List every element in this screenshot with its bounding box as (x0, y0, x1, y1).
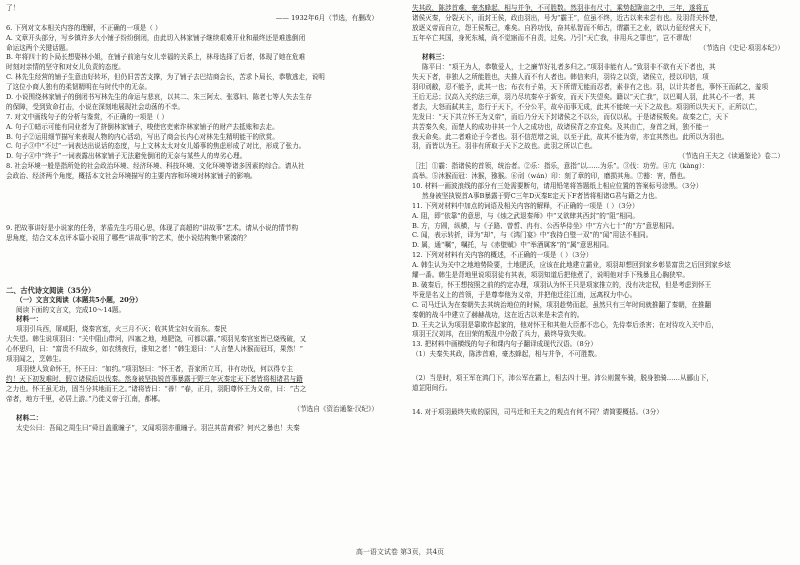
material-2-line: 五年卒亡其国，身死东城，尚不觉寤而不自责，过矣。乃引“天亡我，非用兵之罪也”，岂不谬哉！ (412, 33, 696, 42)
left-column (6, 4, 386, 434)
material-1-line-wavy: 约！天下初发难时，假立诸侯后以伐秦。然身被坚执锐首事暴露于野三年灭秦定天下者皆将相诸君与籍 (6, 374, 303, 383)
notes-line2: 高举。⑤沐猴而冠：沐猴，猕猴。⑥刓（wán）印：刻了章的印，磨损其角。⑦豁：害，僭也。 (412, 172, 690, 181)
material-3-line: 者去，大怒而弑其主，恣行于天下，不分公平，故卒而事无成，此其不能统一天下之故也。项羽所以失天下，正所以亡， (412, 102, 762, 111)
q8-line1: 8. 社会环境一般是指所处的社会政治环境、经济环境、科技环境、文化环境等诸多因素的综合。请从社 (6, 162, 305, 171)
q10-line1: 10. 材料一画波浪线的部分有三处需要断句，请用铅笔将答题纸上相应位置的答案标号涂黑。（3分） (412, 182, 703, 191)
material-3-line: 羽，而皆以为王。羽非有所取于天下之故也。此羽之所以亡也。 (412, 142, 597, 151)
q12-option-c-line2: 秦朝的战斗中建立了赫赫战功，这在近古以来是未尝有的。 (412, 310, 584, 319)
material-3-line: 先发曰：“天下共立怀王为义帝”，而后乃分天下封诸侯之不以公，而仅以私，于是诸侯叛矣。故秦之亡，天下 (412, 112, 729, 121)
material-2-line: 诸侯灭秦，分裂天下，而封王侯，政由羽出，号为“霸王”，位虽不终，近古以来未尝有也。及羽背关怀楚， (412, 13, 723, 22)
q7-option-b: B. 句子②运用细节描写来表现人物的内心活动，写出了商会长内心对林先生精明能干的欣赏。 (6, 132, 279, 141)
material-2-title: 材料二： (16, 414, 43, 423)
q7-option-c: C. 句子③中“不过”一词表达出说话的态度，与上文林太太对女儿婚事的焦虑形成了对比，形成了张力。 (6, 142, 306, 151)
material-1-line: 帝者，地方千里，必居上游。”乃徙义帝于江南，都郴。 (6, 394, 165, 403)
q13-answer-space-1 (412, 360, 792, 374)
material-3-title: 材料三： (422, 53, 449, 62)
q6-option-d-line1: D. 小说围绕林家铺子的倒闭书写林先生的命运与悲哀，以其二、朱三阿太、张寡妇、陈老七等人失去生存 (6, 93, 312, 102)
right-column (412, 4, 792, 418)
q12-option-b-line1: B. 破秦后，怀王想按照之前的约定办理，项羽认为怀王只是项家推立的，没有决定权，但是考虑到怀王 (412, 280, 712, 289)
material-3-line: 陈平曰：“项王为人，恭敬爱人，士之廉节好礼者多归之。”项羽非能有人。”致羽非不欲有天下者也，其 (422, 63, 716, 72)
material-3-line: 王后无忌；汉高入关约法三章，羽乃尽坑秦卒于新安，而天下失望矣。籍以“天亡我”，以巴蜀人羽，此其心不一者，其 (412, 93, 756, 102)
q13-stem: 13. 把材料中画横线的句子和课内句子翻译成现代汉语。（8分） (412, 340, 597, 349)
material-1-title: 材料一： (16, 315, 43, 324)
material-1-line: 之力也。怀王虽无功，固当分其地而王之。”诸将皆曰：“善！”春，正月，羽阳尊怀王为义帝，曰：“古之 (6, 384, 307, 393)
q14-stem: 14. 对于项羽最终失败的原因，司马迁和王夫之的观点有何不同？请简要概括。（3分） (412, 407, 663, 416)
q8-answer-space (6, 182, 386, 224)
material-1-line: 项羽引兵西，屠咸阳，烧秦宫室，火三月不灭；收其货宝妇女而东。秦民 (16, 325, 227, 334)
q7-stem: 7. 对文中画线句子的分析与鉴赏，不正确的一项是（ ） (6, 112, 169, 121)
q13-answer-space-2 (412, 394, 792, 408)
q11-option-c: C. 闻，表示转折，译为“却”，与《鸿门宴》中“我持白璧一双”的“闻”用法不相同。 (412, 231, 653, 240)
q9-line1: 9. 把故事讲好是小说家的任务，茅盾先生巧用心思，体现了高超的“讲故事”艺术。请从小说的情节构 (6, 224, 299, 233)
material-3-line: 我天命矣。此二者难论于今者也。羽不信范增之说，以至于此，故其不能为帝，亦宜其然也。此所以为羽也。 (412, 132, 729, 141)
q6-option-a-line2: 命运这两个关键话题。 (6, 43, 72, 52)
q13-sentence-2-cont: 道芷阳间行。 (412, 383, 452, 392)
material-2-line: 太史公曰：吾闻之周生曰“舜目盖重瞳子”，又闻项羽亦重瞳子。羽岂其苗裔邪？何兴之暴也！夫秦 (16, 424, 300, 433)
material-3-line: 失天下者，非独人之所能胜也，夫推人而不有人者也。韩信来归，羽待之以资，诸侯立，授以印信，项 (412, 73, 709, 82)
q6-option-b-line1: B. 年将四十的卜局长想娶林小姐，在铺子前途与女儿幸福的关系上，林母选择了后者，体现了她在危难 (6, 53, 306, 62)
q7-option-a: A. 句子①暗示可能有同业者为了挤倒林家铺子，唆使官吏索诈林家铺子的财产去抵账和去走。 (6, 122, 279, 131)
q12-option-c-line1: C. 司马迁认为在秦朝失去其统治地位的时候，项羽趁势而起，虽然只有三年时间就推翻了秦朝，在推翻 (412, 300, 712, 309)
q9-line2: 思角度，结合文本点评本篇小说用了哪些“讲故事”的艺术，使小说结构集中紧凑的？ (6, 233, 251, 242)
q12-option-a-line1: A. 韩生认为关中之地地势险要，土地肥沃，应该在此地建立霸业，项羽却想回到家乡彰显富贵之后回到家乡炫 (412, 261, 731, 270)
q12-option-d-line1: D. 王夫之认为项羽是靠欺诈起家的，他对怀王和其他大臣都不忠心，先侍奉后杀害；在对待攻入关中后， (412, 320, 718, 329)
q12-stem: 12. 下列对材料有关内容的概述，不正确的一项是（ ）（3分） (412, 251, 593, 260)
material-1-line: 项羽闻之，烹韩生。 (6, 355, 66, 364)
material-2-line: 放逐义帝而自立，怨王侯叛己，难矣。自矜功伐，奋其私智而不师古，谓霸王之业，欲以力征经营天下， (412, 23, 716, 32)
q5-tail: 了！ (6, 4, 20, 12)
q6-option-c-line2: 了这位小商人独有的柔韧精明在与时代中的无奈。 (6, 83, 152, 92)
q6-option-b-line2: 时刻对亲情的坚守和对女儿负责的态度。 (6, 63, 125, 72)
q12-option-a-line2: 耀一番。韩生是背地里说项羽徒有其表，项羽知道后把他煮了，说明他对手下残暴且心胸狭窄。 (412, 271, 689, 280)
q12-option-d-line2: 项羽王汉刘邦，在田荣的叛乱中分散了兵力，最终导致失败。 (412, 330, 591, 339)
material-1-line: 项羽使人致命怀王，怀王曰：“如约。”项羽怒曰：“怀王者，吾家所立耳，非有功伐，何以得专主 (16, 364, 294, 373)
q11-stem: 11. 下列对材料中加点的词语及相关内容的解释，不正确的一项是（ ）（3分） (412, 201, 639, 210)
material-1-line: 大失望。韩生说项羽曰：“关中阻山带河，四塞之地，地肥饶，可都以霸。”项羽见秦宫室皆已烧残破，又 (6, 335, 307, 344)
material-1-source: （节选自《资治通鉴·汉纪》） (293, 404, 378, 413)
q11-option-d: D. 属，通“嘱”，嘱托，与《赤壁赋》中“举酒属客”的“属”意思相同。 (412, 241, 613, 250)
notes-line1: ［注］①霸：指诸侯的首领，统治者。②乐：指乐，意指“以……为乐”。③伐：功劳。④亢（kàng）： (412, 162, 709, 171)
q12-option-b-line2: 毕竟是名义上的首领，于是尊奉他为义帝，并把他迁往江南，远离权力中心。 (412, 290, 637, 299)
q11-option-b: B. 方，方圆，纵横，与《子路、曾皙、冉有、公西华侍坐》中“方六七十”的“方”意思相同。 (412, 221, 679, 230)
q9-answer-space (6, 244, 386, 286)
page-footer: 高一语文试卷 第3页，共4页 (355, 548, 445, 556)
material-2-source: （节选自《史记·项羽本纪》） (699, 43, 784, 52)
material-3-source: （节选自王夫之《读通鉴论》卷二） (678, 152, 784, 161)
material-3-line: 共苦秦久矣，而楚人的成功非其一个人之成功也，故诸侯背之亦宜矣。及其由亡，身首之间，独不能一 (412, 122, 709, 131)
q10-line2: 然身被坚执锐首A事B暴露于野C三年D灭秦E定天下F者皆将相诸G君与籍之力也。 (422, 191, 661, 200)
q13-sentence-1: （1）夫秦失其政，陈涉首难，豪杰蜂起，相与并争，不可胜数。 (412, 350, 601, 359)
material-1-line: 心怀思归，曰：“富贵不归故乡，如衣绣夜行，谁知之者！”韩生退曰：“人言楚人沐猴而冠耳，果然！” (6, 345, 304, 354)
q8-line2: 会政治、经济两个角度，概括本文社会环境描写的主要内容和环境对林家铺子的影响。 (6, 172, 257, 181)
q6-option-a-line1: A. 文章开头部分，写乡镇许多大小铺子纷纷倒闭，由此切入林家铺子继续艰难开业和最终还是难逃倒闭 (6, 33, 306, 42)
q13-sentence-2: （2）当是时，项王军在鸿门下，沛公军在霸上，相去四十里。沛公则置车骑，脱身独骑……从郦山下， (412, 374, 713, 383)
q6-option-c-line1: C. 林先生经营的铺子生意由好转坏，但仍旧苦苦支撑，为了铺子去巴结商会长，苦求卜局长，恭敬逃走，说明 (6, 73, 325, 82)
passage-intro: 阅读下面的文言文，完成10～14题。 (16, 305, 126, 314)
q6-stem: 6. 下列对文本相关内容的理解，不正确的一项是（ ） (6, 23, 162, 32)
q5-source: —— 1932年6月（节选，有删改） (275, 13, 378, 22)
subsection-1-heading: （一）文言文阅读（本题共5小题，20分） (16, 295, 142, 304)
q7-option-d: D. 句子④中“终于”一词表露出林家铺子无法避免倒闭的无奈与某些人的卑劣心理。 (6, 152, 247, 161)
q11-option-a: A. 阻，即“依靠”的意思，与《烛之武退秦师》中“又欲肆其西封”的“阻”相同。 (412, 211, 639, 220)
q6-option-d-line2: 的保障，受到致命打击，小说在深刻地展现社会动荡的不幸。 (6, 102, 185, 111)
material-3-line: 羽印刓敝，忍不能予，此其一也；布衣有子弟，天下所谓无能而忍者，素非有之也。羽，以计共者也，事怀王而弑之，羞项 (412, 83, 769, 92)
material-2-line: 失其政，陈涉首难，豪杰蜂起，相与并争，不可胜数。然羽非有尺寸，乘势起陇亩之中，三年，遂将五 (412, 4, 709, 12)
section-2-heading: 二、古代诗文阅读（35分） (6, 285, 96, 295)
